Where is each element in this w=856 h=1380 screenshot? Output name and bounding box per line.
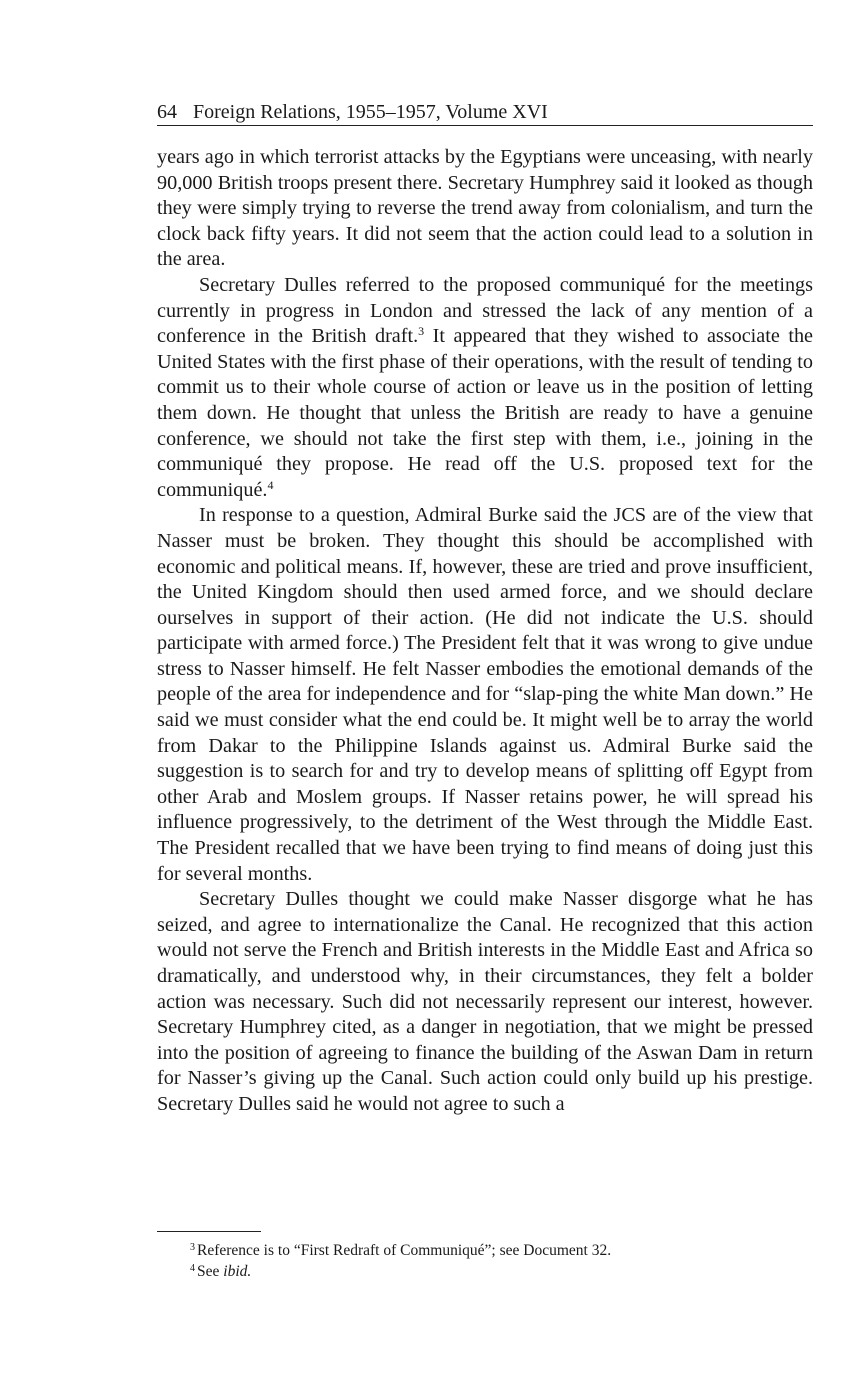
paragraph-4 bbox=[157, 887, 813, 1117]
footnote-text: Reference is to “First Redraft of Communiqué”; see Document 32. bbox=[197, 1242, 612, 1259]
paragraph-text: In response to a question, Admiral Burke said the JCS are of the view that Nasser must be broken. They thought this should be accomplished with economic and political means. If, however, these are tried and prove insufficient, the United Kingdom should then used armed force, and we should declare ourselves in support of their action. (He did not indicate the U.S. should participate with armed force.) The President felt that it was wrong to give undue stress to Nasser himself. He felt Nasser embodies the emotional demands of the people of the area for independence and for “slap-ping the white Man down.” He said we must consider what the end could be. It might well be to array the world from Dakar to the Philippine Islands against us. Admiral Burke said the suggestion is to search for and try to develop means of splitting off Egypt from other Arab and Moslem groups. If Nasser retains power, he will spread his influence progressively, to the detriment of the West through the Middle East. The President recalled that we have been trying to find means of doing just this for several months. bbox=[157, 504, 813, 885]
paragraph-3 bbox=[157, 503, 813, 887]
paragraph-text: Secretary Dulles referred to the proposed communiqué for the meetings currently in progress in London and stressed the lack of any mention of a conference in the British draft. bbox=[157, 273, 813, 348]
footnote-emphasis: ibid. bbox=[223, 1263, 252, 1280]
footnote-3 bbox=[190, 1240, 810, 1261]
footnote-text: See bbox=[197, 1263, 224, 1280]
footnotes bbox=[190, 1240, 810, 1282]
page-number: 64 bbox=[157, 101, 177, 123]
paragraph-2 bbox=[157, 273, 813, 503]
volume-title: Foreign Relations, 1955–1957, Volume XVI bbox=[193, 101, 548, 123]
body-text bbox=[157, 145, 813, 1118]
paragraph-text: It appeared that they wished to associate the United States with the first phase of their operations, with the result of tending to commit us to their whole course of action or leave us in the position of letting them down. He thought that unless the British are ready to have a genuine conference, we should not take the first step with them, i.e., joining in the communiqué they propose. He read off the U.S. proposed text for the communiqué. bbox=[157, 325, 814, 501]
paragraph-1 bbox=[157, 145, 813, 273]
footnote-4 bbox=[190, 1261, 810, 1282]
paragraph-text: Secretary Dulles thought we could make Nasser disgorge what he has seized, and agree to internationalize the Canal. He recognized that this action would not serve the French and British interests in the Middle East and Africa so dramatically, and understood why, in their circumstances, they felt a bolder action was necessary. Such did not necessarily represent our interest, however. Secretary Humphrey cited, as a danger in negotiation, that we might be pressed into the position of agreeing to finance the building of the Aswan Dam in return for Nasser’s giving up the Canal. Such action could only build up his prestige. Secretary Dulles said he would not agree to such a bbox=[157, 888, 813, 1115]
footnote-ref-3[interactable]: 3 bbox=[418, 324, 425, 339]
running-header bbox=[157, 99, 813, 126]
footnote-number: 4 bbox=[190, 1263, 195, 1274]
paragraph-text: years ago in which terrorist attacks by the Egyptians were unceasing, with nearly 90,000 British troops present there. Secretary Humphrey said it looked as though they were simply trying to reverse the trend away from colonialism, and turn the clock back fifty years. It did not seem that the action could lead to a solution in the area. bbox=[157, 146, 813, 271]
footnote-number: 3 bbox=[190, 1242, 195, 1253]
footnote-divider bbox=[157, 1231, 261, 1232]
footnote-ref-4[interactable]: 4 bbox=[267, 477, 274, 492]
